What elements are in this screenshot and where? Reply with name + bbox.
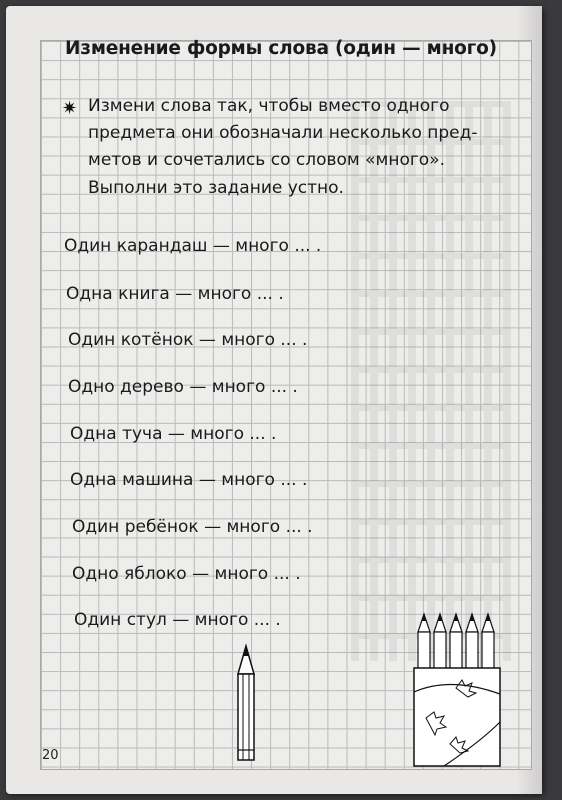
page-title: Изменение формы слова (один — много) (65, 38, 497, 59)
phrase-8: Одно яблоко — много ... . (72, 564, 301, 584)
task-line-4: Выполни это задание устно. (88, 178, 344, 198)
pencil-box-icon (410, 612, 506, 770)
task-line-2: предмета они обозначали несколько пред- (88, 123, 478, 143)
phrase-5: Одна туча — много ... . (70, 424, 277, 444)
pencil-icon (228, 644, 264, 764)
phrase-7: Один ребёнок — много ... . (72, 517, 313, 537)
task-line-1: Измени слова так, чтобы вместо одного (88, 96, 450, 116)
phrase-4: Одно дерево — много ... . (68, 377, 298, 397)
phrase-3: Один котёнок — много ... . (68, 330, 308, 350)
task-line-3: метов и сочетались со словом «много». (88, 150, 446, 170)
star-burst-icon: ✷ (62, 98, 78, 119)
bleed-through-pattern (351, 101, 511, 661)
phrase-1: Один карандаш — много ... . (64, 236, 322, 256)
phrase-9: Один стул — много ... . (74, 610, 281, 630)
phrase-6: Одна машина — много ... . (70, 470, 308, 490)
phrase-2: Одна книга — много ... . (66, 284, 284, 304)
page-number: 20 (42, 748, 59, 763)
